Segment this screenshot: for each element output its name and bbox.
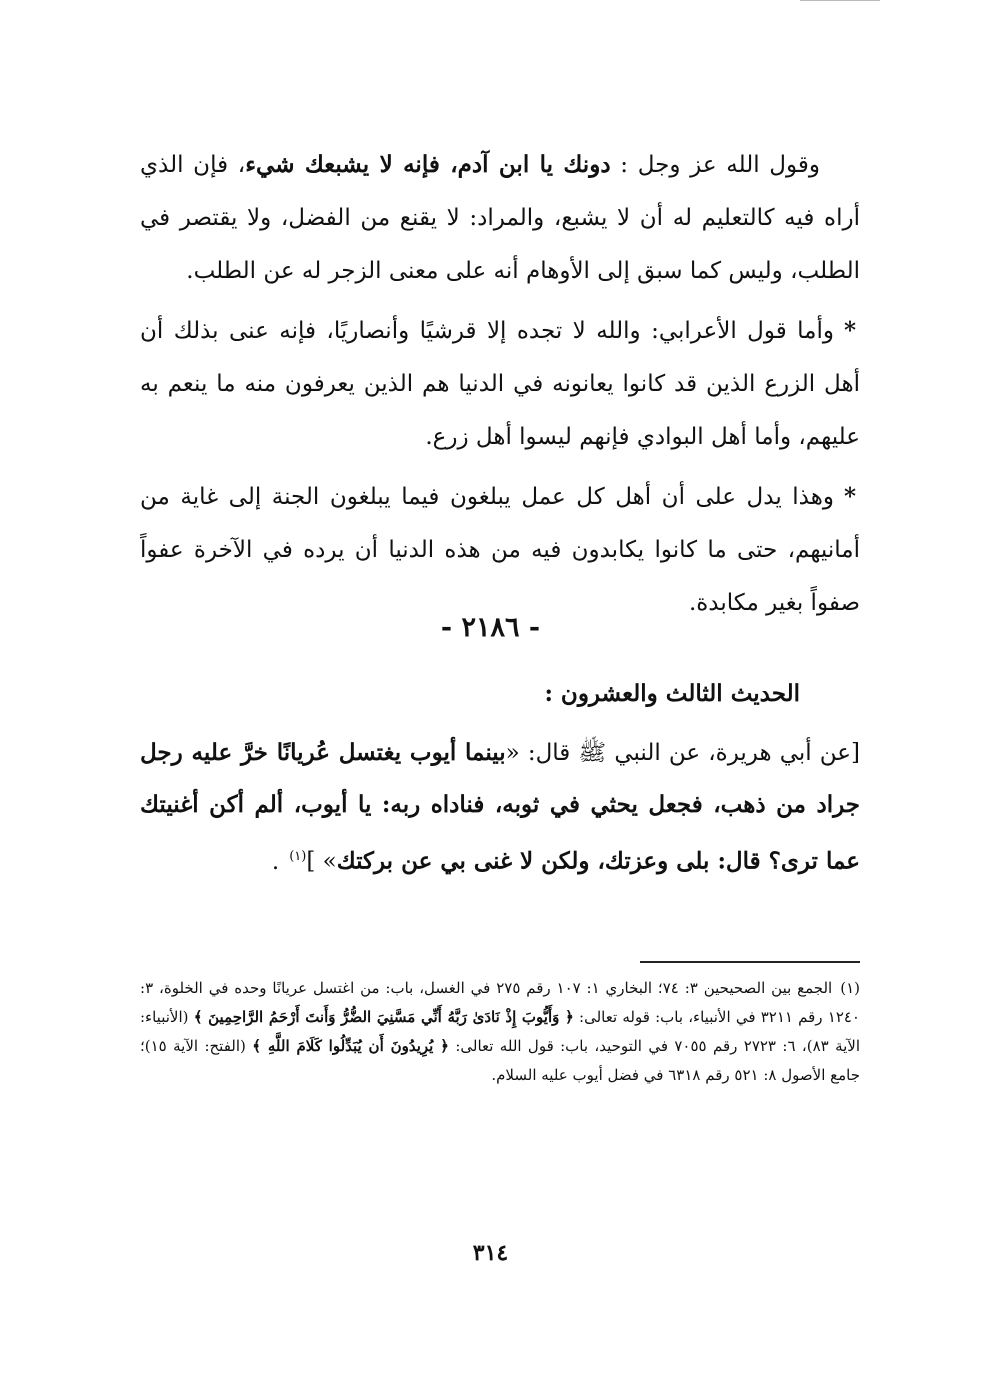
star-marker: * (843, 483, 856, 510)
hadith-end: . (271, 848, 280, 875)
footnote-segment-1: الجمع بين الصحيحين ٣: ٧٤؛ البخاري ١: ١٠٧ رقم ٢٧٥ في الغسل، باب: من اغتسل عريانًا وحده في الخلوة، ٣: ١٢٤٠ رقم ٣٢١١ في الأنبياء، باب: قوله تعالى: (140, 979, 860, 1026)
paragraph-1 (140, 138, 860, 298)
commentary-text (140, 138, 860, 630)
footnote-reference: (١) (289, 849, 307, 864)
paragraph-3 (140, 470, 860, 630)
footnote-segment-5: (الفتح: الآية ١٥)؛ جامع الأصول ٨: ٥٢١ رقم ٦٣١٨ في فضل أيوب عليه السلام. (140, 1037, 860, 1084)
hadith-matn: بينما أيوب يغتسل عُريانًا خرَّ عليه رجل جراد من ذهب، فجعل يحثي في ثوبه، فناداه ربه: يا أيوب، ألم أكن أغنيتك عما ترى؟ قال: بلى وعزتك، ولكن لا غنى بي عن بركتك (140, 739, 860, 875)
footnote-quran-verse-2: ﴿ يُرِيدُونَ أَن يُبَدِّلُوا كَلَامَ اللَّهِ ﴾ (252, 1037, 449, 1055)
hadith-text (140, 727, 860, 888)
footnote-separator (640, 961, 860, 963)
star-marker: * (843, 317, 856, 344)
paragraph-2 (140, 304, 860, 464)
paragraph-1-segment-3: ، فإن الذي أراه فيه كالتعليم له أن لا يشبع، والمراد: لا يقنع من الفضل، ولا يقتصر في الطلب، وليس كما سبق إلى الأوهام أنه على معنى الزجر له عن الطلب. (140, 152, 860, 284)
paragraph-3-text: وهذا يدل على أن أهل كل عمل يبلغون فيما يبلغون الجنة إلى غاية من أمانيهم، حتى ما كانوا يكابدون فيه من هذه الدنيا أن يرده في الآخرة عفواً صفواً بغير مكابدة. (140, 484, 860, 616)
top-edge-rule (800, 0, 880, 1)
hadith-narrator: [عن أبي هريرة، عن النبي ﷺ قال: « (505, 740, 861, 766)
footnote (140, 974, 860, 1090)
footnote-quran-verse-1: ﴿ وَأَيُّوبَ إِذْ نَادَىٰ رَبَّهُ أَنِّي مَسَّنِيَ الضُّرُّ وَأَنتَ أَرْحَمُ الرَّاحِمِينَ ﴾ (193, 1008, 574, 1026)
paragraph-2-text: وأما قول الأعرابي: والله لا تجده إلا قرشيًا وأنصاريًا، فإنه عنى بذلك أن أهل الزرع الذين قد كانوا يعانونه في الدنيا هم الذين يعرفون منه ما ينعم به عليهم، وأما أهل البوادي فإنهم ليسوا أهل زرع. (140, 318, 860, 450)
page-number: ٣١٤ (472, 1240, 509, 1266)
paragraph-1-segment-1: وقول الله عز وجل : (610, 152, 821, 178)
hadith-number: - ٢١٨٦ - (440, 612, 541, 643)
footnote-marker: (١) (840, 979, 860, 997)
footnote-segment-3: (الأنبياء: الآية ٨٣)، ٦: ٢٧٢٣ رقم ٧٠٥٥ في التوحيد، باب: قول الله تعالى: (140, 1008, 861, 1055)
section-heading: الحديث الثالث والعشرون : (544, 680, 800, 707)
paragraph-1-segment-2: دونك يا ابن آدم، فإنه لا يشبعك شيء (245, 151, 611, 178)
hadith-close: » ] (306, 848, 337, 875)
